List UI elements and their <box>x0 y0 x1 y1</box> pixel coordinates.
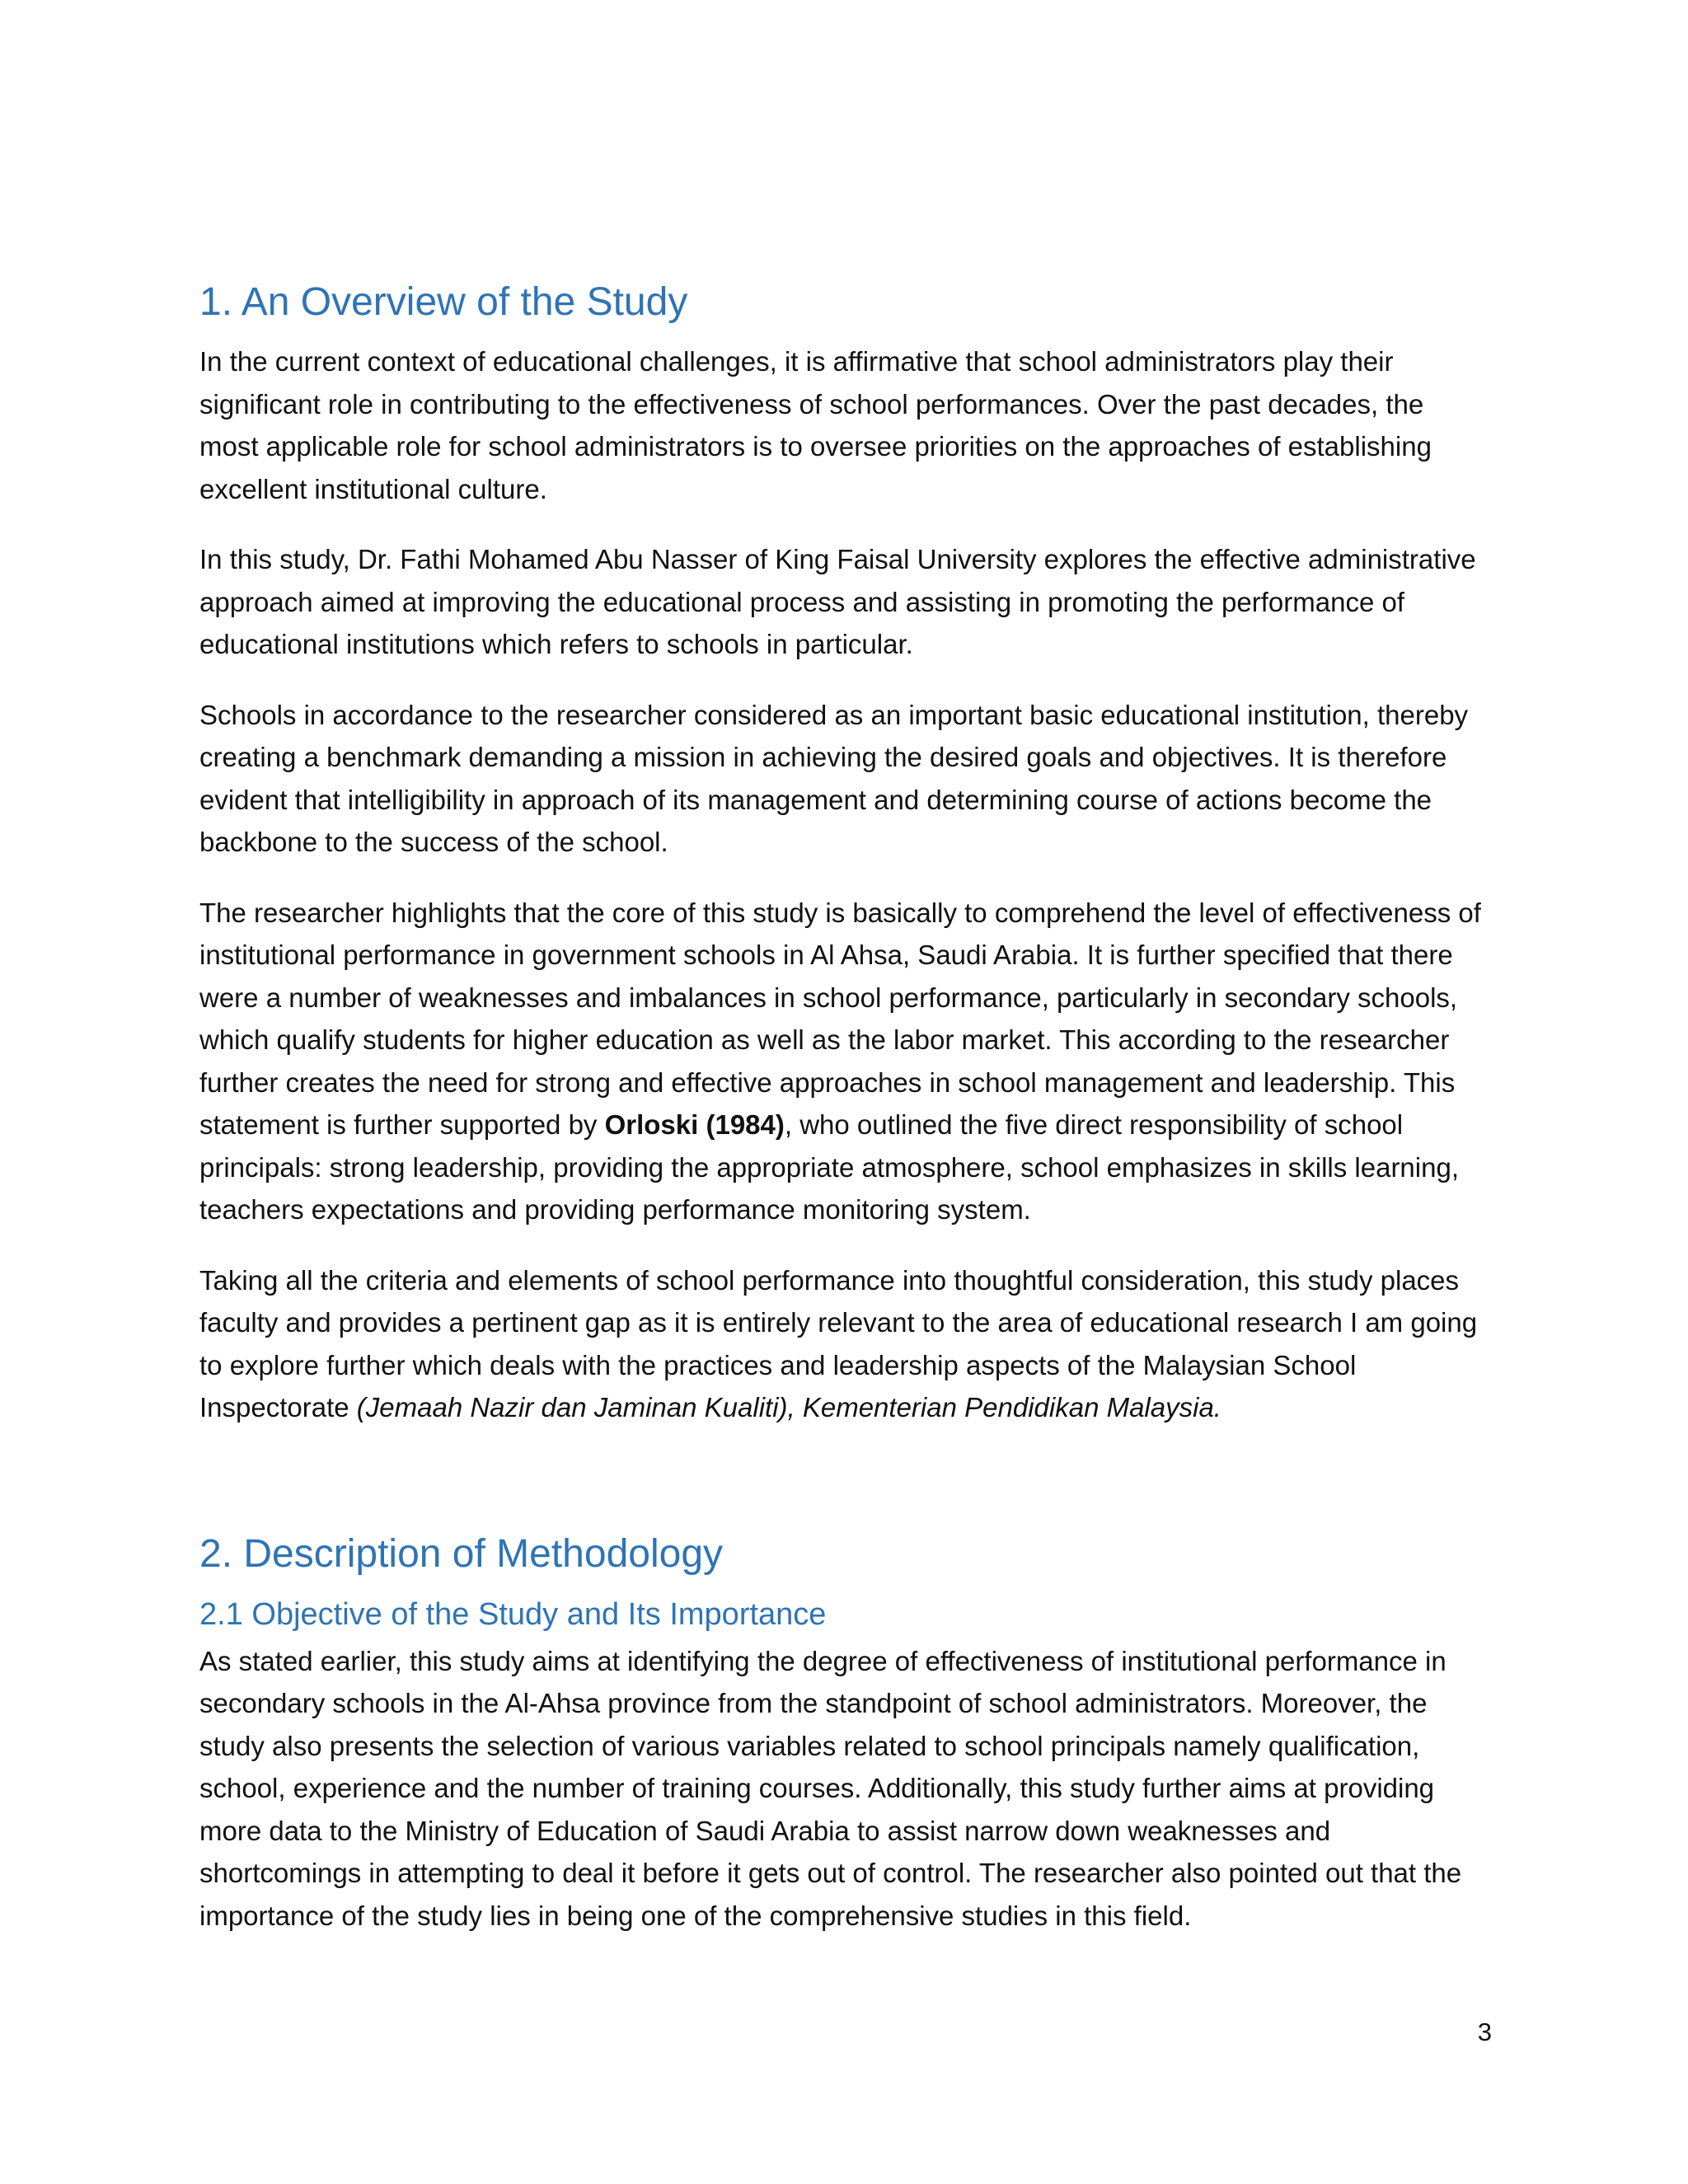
italic-inspectorate-name: (Jemaah Nazir dan Jaminan Kualiti), Kementerian Pendidikan Malaysia. <box>356 1392 1221 1422</box>
subsection-heading-objective: 2.1 Objective of the Study and Its Importance <box>199 1596 827 1632</box>
paragraph-text: The researcher highlights that the core of this study is basically to comprehend the level of effectiveness of institutional performance in government schools in Al Ahsa, Saudi Arabia. It is further specified that there were a number of weaknesses and imbalances in school performance, particularly in secondary schools, which qualify students for higher education as well as the labor market. This according to the researcher further creates the need for strong and effective approaches in school management and leadership. This statement is further supported by <box>199 897 1481 1140</box>
paragraph-overview-core <box>199 892 1485 1231</box>
paragraph-objective: As stated earlier, this study aims at identifying the degree of effectiveness of institutional performance in secondary schools in the Al-Ahsa province from the standpoint of school administrators. Moreover, the study also presents the selection of various variables related to school principals namely qualification, school, experience and the number of training courses. Additionally, this study further aims at providing more data to the Ministry of Education of Saudi Arabia to assist narrow down weaknesses and shortcomings in attempting to deal it before it gets out of control. The researcher also pointed out that the importance of the study lies in being one of the comprehensive studies in this field. <box>199 1645 1462 1931</box>
page-content <box>199 274 1485 1937</box>
section-heading-overview: 1. An Overview of the Study <box>199 280 688 324</box>
paragraph-overview-context: In the current context of educational challenges, it is affirmative that school administrators play their significant role in contributing to the effectiveness of school performances. Over the past decades, the most applicable role for school administrators is to oversee priorities on the approaches of establishing excellent institutional culture. <box>199 346 1432 504</box>
citation-orloski: Orloski (1984) <box>604 1109 785 1140</box>
paragraph-overview-criteria <box>199 1259 1485 1429</box>
paragraph-overview-researcher: In this study, Dr. Fathi Mohamed Abu Nasser of King Faisal University explores the effective administrative approach aimed at improving the educational process and assisting in promoting the performance of educational institutions which refers to schools in particular. <box>199 544 1476 659</box>
section-heading-methodology: 2. Description of Methodology <box>199 1531 724 1576</box>
paragraph-overview-schools: Schools in accordance to the researcher considered as an important basic educational institution, thereby creating a benchmark demanding a mission in achieving the desired goals and objectives. It is therefore evident that intelligibility in approach of its management and determining course of actions become the backbone to the success of the school. <box>199 699 1469 857</box>
paragraph-text: , who outlined the five direct responsibility of school principals: strong leadership, providing the appropriate atmosphere, school emphasizes in skills learning, teachers expectations and providing performance monitoring system. <box>199 1109 1459 1225</box>
paragraph-text: Taking all the criteria and elements of school performance into thoughtful consideration, this study places faculty and provides a pertinent gap as it is entirely relevant to the area of educational research I am going to explore further which deals with the practices and leadership aspects of the Malaysian School Inspectorate <box>199 1264 1478 1422</box>
page-number: 3 <box>1477 2018 1492 2046</box>
